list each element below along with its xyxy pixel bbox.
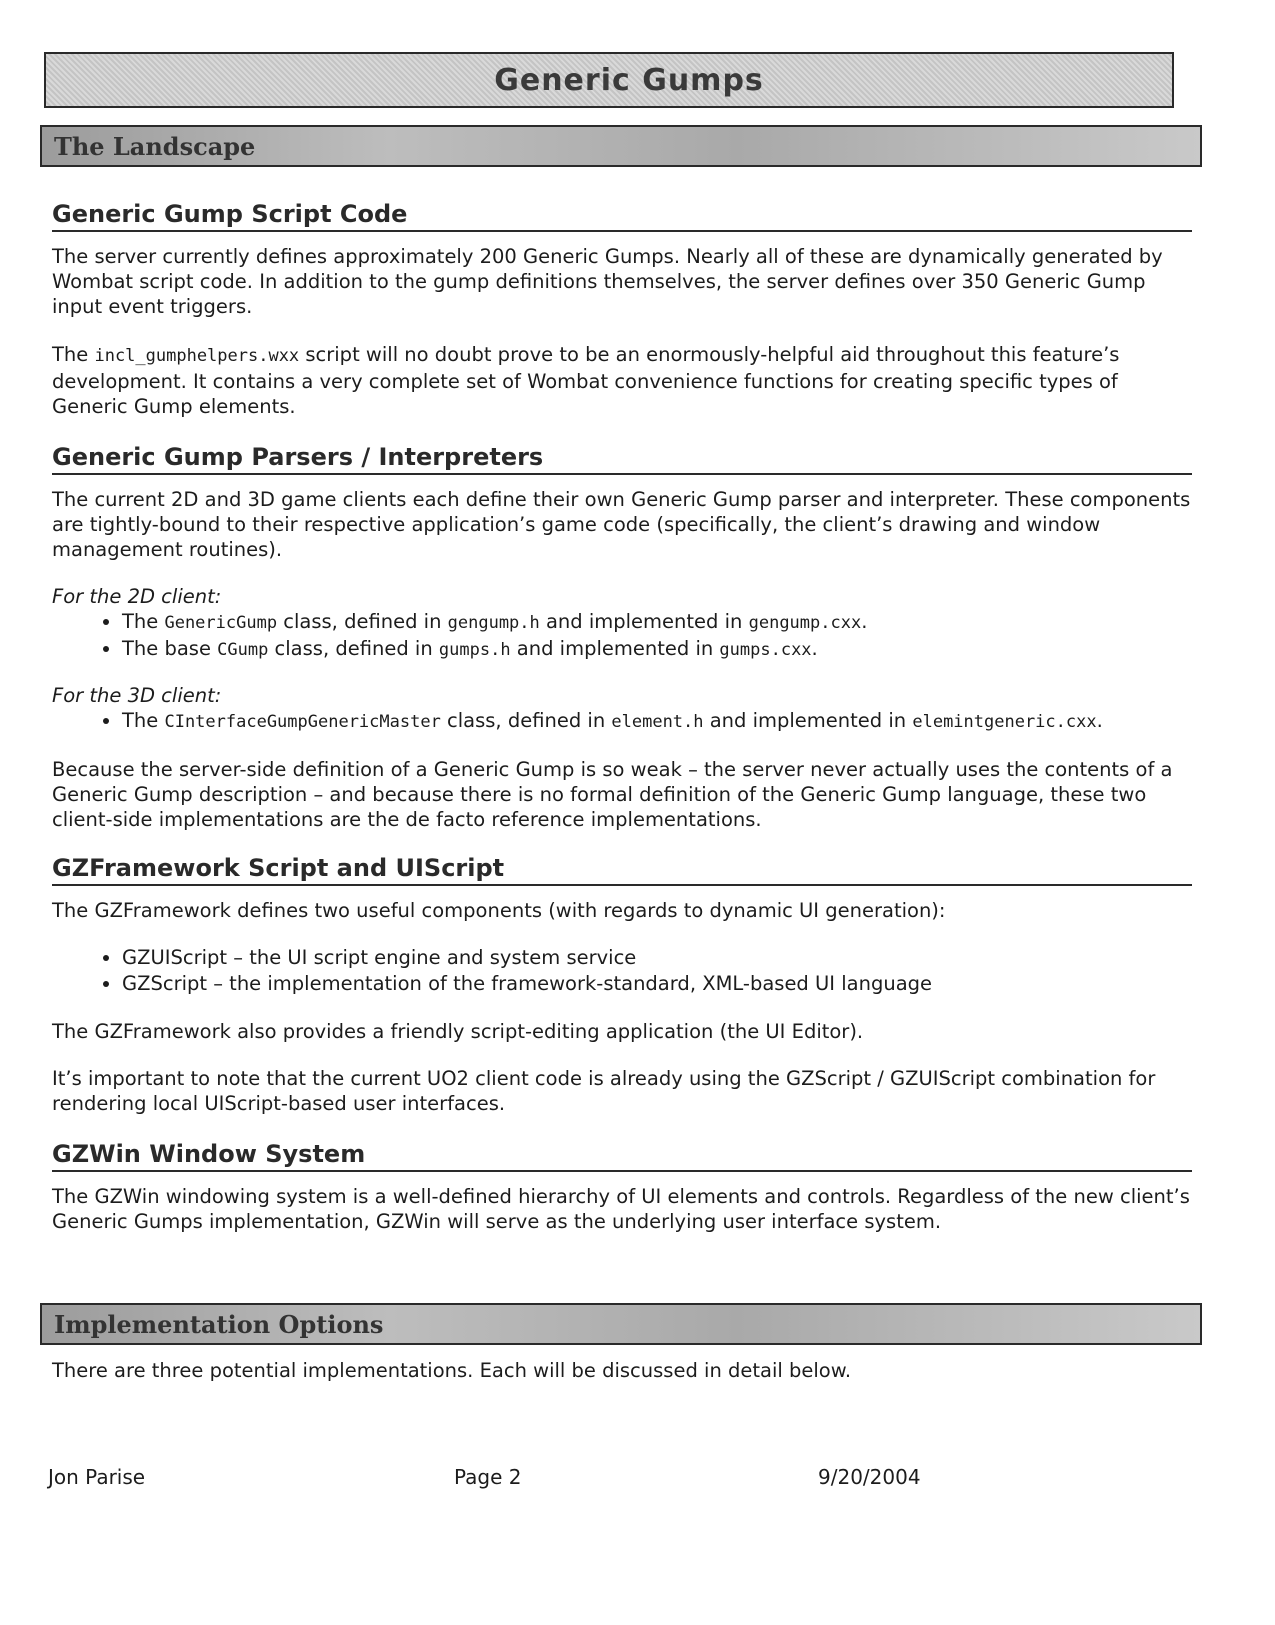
paragraph-gzwin-1: The GZWin windowing system is a well-defined hierarchy of UI elements and controls. Regardless of the new client’s Generic Gumps implementation, GZWin will serve as the underlying user interface system. <box>52 1185 1190 1233</box>
document-title: Generic Gumps <box>494 62 764 98</box>
paragraph-parsers-1: The current 2D and 3D game clients each define their own Generic Gump parser and interpreter. These components are tightly-bound to their respective application’s game code (specifically, the client’s drawing and window management routines). <box>52 488 1191 561</box>
list-item: • The base CGump class, defined in gumps.h and implemented in gumps.cxx. <box>122 636 1192 663</box>
heading-parsers: Generic Gump Parsers / Interpreters <box>52 443 1192 475</box>
list-gzframework <box>52 945 1192 997</box>
label-2d-client: For the 2D client: <box>52 585 222 608</box>
list-2d-client <box>52 609 1192 663</box>
heading-script-code: Generic Gump Script Code <box>52 200 1192 232</box>
footer-page-number: Page 2 <box>454 1465 522 1489</box>
paragraph-implementation-1: There are three potential implementations. Each will be discussed in detail below. <box>52 1359 852 1382</box>
section-title-implementation: Implementation Options <box>54 1309 384 1339</box>
footer-date: 9/20/2004 <box>818 1465 921 1489</box>
heading-gzwin: GZWin Window System <box>52 1140 1192 1172</box>
page-footer <box>48 1465 1178 1495</box>
code-incl-gumphelpers: incl_gumphelpers.wxx <box>94 346 300 366</box>
paragraph-gzframework-1: The GZFramework defines two useful components (with regards to dynamic UI generation): <box>52 899 946 922</box>
footer-author: Jon Parise <box>48 1465 146 1489</box>
section-title-landscape: The Landscape <box>54 131 256 161</box>
paragraph-gzframework-2: The GZFramework also provides a friendly script-editing application (the UI Editor). <box>52 1020 864 1043</box>
list-item: • GZUIScript – the UI script engine and system service <box>122 945 1192 971</box>
label-3d-client: For the 3D client: <box>52 684 222 707</box>
list-item: • The GenericGump class, defined in gengump.h and implemented in gengump.cxx. <box>122 609 1192 636</box>
document-body <box>52 200 1192 1234</box>
section-bar-implementation <box>40 1303 1202 1345</box>
list-item: • The CInterfaceGumpGenericMaster class, defined in element.h and implemented in elemintgeneric.cxx. <box>122 708 1192 735</box>
list-item: • GZScript – the implementation of the framework-standard, XML-based UI language <box>122 971 1192 997</box>
section-bar-landscape <box>40 125 1202 167</box>
document-title-banner <box>44 52 1174 108</box>
paragraph-parsers-2: Because the server-side definition of a Generic Gump is so weak – the server never actually uses the contents of a Generic Gump description – and because there is no formal definition of the Generic Gump language, these two client-side implementations are the de facto reference implementations. <box>52 758 1173 831</box>
paragraph-script-code-2: The incl_gumphelpers.wxx script will no doubt prove to be an enormously-helpful aid throughout this feature’s development. It contains a very complete set of Wombat convenience functions for creating specific types of Generic Gump elements. <box>52 343 1120 418</box>
list-3d-client <box>52 708 1192 735</box>
heading-gzframework: GZFramework Script and UIScript <box>52 854 1192 886</box>
paragraph-gzframework-3: It’s important to note that the current UO2 client code is already using the GZScript / GZUIScript combination for rendering local UIScript-based user interfaces. <box>52 1067 1156 1115</box>
paragraph-script-code-1: The server currently defines approximately 200 Generic Gumps. Nearly all of these are dynamically generated by Wombat script code. In addition to the gump definitions themselves, the server defines over 350 Generic Gump input event triggers. <box>52 245 1163 318</box>
